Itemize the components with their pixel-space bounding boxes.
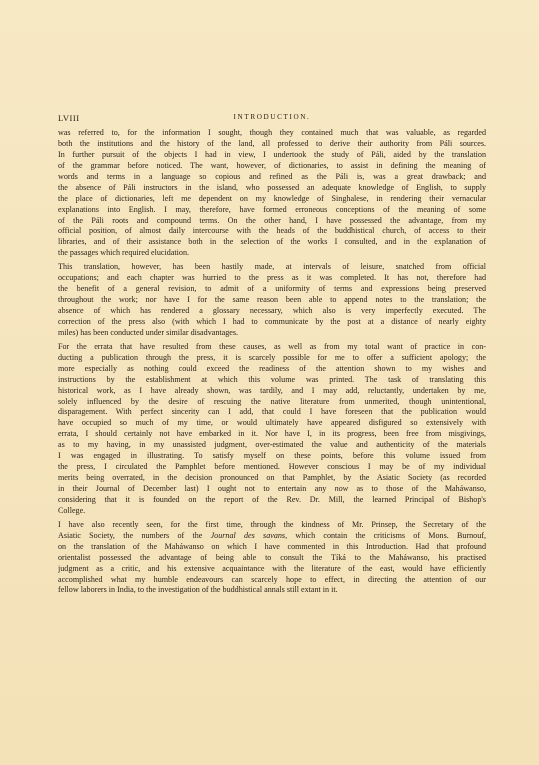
text-line: the absence of Páli instructors in the island, who possessed an adequate knowledge of English, to supply <box>58 182 486 192</box>
text-line: I have also recently seen, for the first time, through the kindness of Mr. Prinsep, the Secretary of the <box>58 519 486 529</box>
text-line: as to my having, in my unassisted judgment, over-estimated the value and authenticity of the materials <box>58 440 486 450</box>
text-line: correction of the press also (with which I had to communicate by the post at a distance of nearly eighty <box>58 316 486 326</box>
running-head: INTRODUCTION. <box>233 113 311 121</box>
text-line: libraries, and of their assistance both in the selection of the works I consulted, and in the explanation of <box>58 237 486 247</box>
paragraph <box>58 520 486 597</box>
text-line: This translation, however, has been hastily made, at intervals of leisure, snatched from official <box>58 262 486 272</box>
text-line: words and terms in a language so copious and refined as the Páli is, was a great drawback; and <box>58 171 486 181</box>
page-header <box>58 113 486 125</box>
text-line: official position, of almost daily intercourse with the heads of the buddhistical church, of access to their <box>58 226 486 236</box>
text-line: explanations into English. I may, therefore, have formed erroneous conceptions of the meaning of some <box>58 204 486 214</box>
text-line: merits being overrated, in the decision pronounced on that Pamphlet, by the Asiatic Society (as recorded <box>58 473 486 483</box>
text-line: absence of which has rendered a glossary necessary, which also is very imperfectly executed. The <box>58 306 486 315</box>
text-line: orientalist possessed the advantage of being able to consult the Tíká to the Maháwanso, his practised <box>58 552 486 562</box>
text-line: miles) has been conducted under similar disadvantages. <box>58 327 239 337</box>
text-line: In further pursuit of the objects I had in view, I undertook the study of Páli, aided by the translation <box>58 149 486 159</box>
text-line: the press, I circulated the Pamphlet before mentioned. However conscious I may be of my individual <box>58 462 486 472</box>
text-line: judgment as a critic, and his extensive acquaintance with the literature of the east, would have efficiently <box>58 563 486 573</box>
text-line: fellow laborers in India, to the investigation of the buddhistical annals still extant in it. <box>58 585 338 595</box>
text-line: considering that it is founded on the report of the Rev. Dr. Mill, the learned Principal of Bishop's <box>58 494 486 504</box>
paragraph <box>58 342 486 517</box>
page-number: LVIII <box>58 113 80 123</box>
body-text <box>58 128 486 596</box>
text-line: was referred to, for the information I sought, though they contained much that was valuable, as regarded <box>58 128 486 137</box>
text-line: errata, I should certainly not have embarked in it. Nor have I, in its progress, been free from misgivings, <box>58 429 486 439</box>
text-line: For the errata that have resulted from these causes, as well as from my total want of practice in con- <box>58 341 486 351</box>
text-line: disparagement. With perfect sincerity can I add, that could I have foreseen that the publication would <box>58 407 486 417</box>
paragraph <box>58 262 486 339</box>
text-line: College. <box>58 505 86 515</box>
text-line: historical work, as I have already shown, was tardily, and I may add, reluctantly, undertaken by me, <box>58 385 486 395</box>
paragraph <box>58 128 486 259</box>
text-line: on the translation of the Maháwanso on which I have commented in this Introduction. Had that profound <box>58 541 486 551</box>
text-line: ducting a publication through the press, it is scarcely possible for me to offer a sufficient apology; the <box>58 352 486 362</box>
text-line: the passages which required elucidation. <box>58 248 190 258</box>
text-line: of the Páli roots and compound terms. On the other hand, I have possessed the advantage, from my <box>58 215 486 225</box>
text-line: have occupied so much of my time, or would ultimately have appeared disfigured so extensively with <box>58 418 486 428</box>
text-line: throughout the work; nor have I for the same reason been able to append notes to the translation; the <box>58 295 486 305</box>
text-line: in their Journal of December last) I ought not to entertain any now as to those of the Maháwanso, <box>58 484 486 493</box>
text-line: solely influenced by the desire of rescuing the native literature from unmerited, though unintentional, <box>58 396 486 406</box>
text-line: the benefit of a general revision, to admit of a uniformity of terms and expressions being preserved <box>58 284 486 294</box>
text-line: instructions by the establishment at which this volume was printed. The task of translating this <box>58 374 486 384</box>
text-line: occupations; and each chapter was hurried to the press as it was completed. It has not, therefore had <box>58 273 486 283</box>
text-line: both the institutions and the history of the land, all professed to derive their authority from Páli sources. <box>58 138 486 148</box>
text-line: more especially as nothing could exceed the readiness of the attention shown to my wishes and <box>58 363 486 373</box>
text-line: accomplished what my humble endeavours can scarcely hope to effect, in directing the attention of our <box>58 574 486 584</box>
text-line: of the grammar before noticed. The want, however, of dictionaries, to assist in defining the meaning of <box>58 160 486 170</box>
text-line: I was engaged in illustrating. To satisfy myself on these points, before this volume issued from <box>58 451 486 461</box>
text-line: Asiatic Society, the numbers of the Journal des savans, which contain the criticisms of Mons. Burnouf, <box>58 530 486 540</box>
text-line: the place of dictionaries, left me dependent on my knowledge of Singhalese, in rendering their vernacular <box>58 193 486 203</box>
